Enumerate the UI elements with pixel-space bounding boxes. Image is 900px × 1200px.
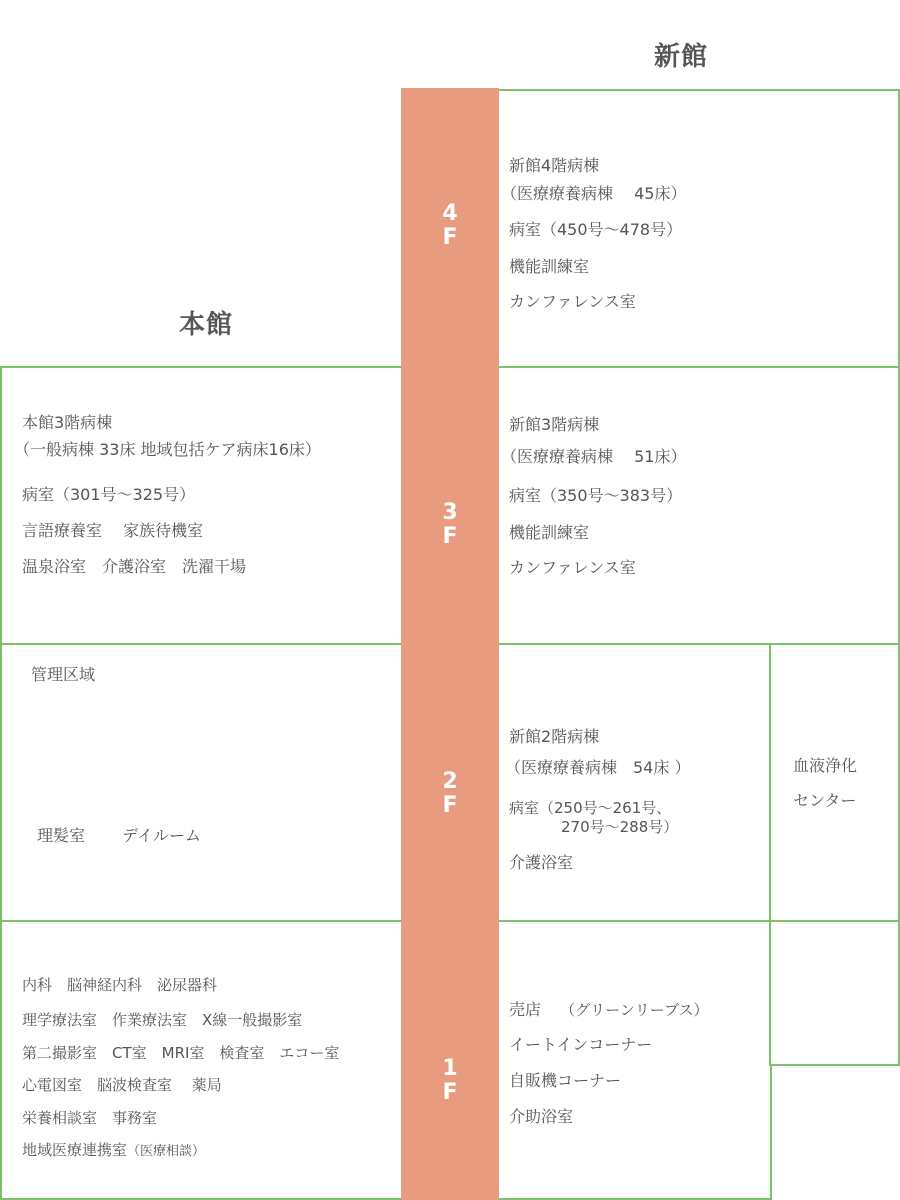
- main-3f-rooms: 病室（301号～325号）: [22, 485, 196, 504]
- dialysis-center-line2: センター: [793, 791, 857, 810]
- main-2f-box: [0, 643, 403, 923]
- new-1f-vending: 自販機コーナー: [509, 1071, 622, 1090]
- main-2f-managed-area: 管理区域: [31, 665, 96, 684]
- new-1f-shop-label: 売店: [509, 1000, 542, 1019]
- main-3f-line2: 温泉浴室 介護浴室 洗濯干場: [22, 557, 247, 576]
- main-1f-line6: [22, 1141, 205, 1161]
- main-1f-line3: 第二撮影室 CT室 MRI室 検査室 エコー室: [22, 1044, 340, 1062]
- main-1f-line6-sub: （医療相談）: [127, 1144, 206, 1159]
- new-building-title: 新館: [654, 42, 709, 72]
- new-1f-box: [497, 920, 772, 1200]
- main-3f-box: [0, 366, 403, 646]
- empty-1f-box: [769, 920, 900, 1066]
- new-2f-rooms-line2: 270号～288号）: [561, 818, 679, 836]
- main-2f-line1: 理髪室 デイルーム: [37, 826, 201, 845]
- main-3f-ward: 本館3階病棟: [22, 413, 113, 432]
- main-1f-line1: 内科 脳神経内科 泌尿器科: [22, 976, 218, 994]
- new-2f-ward: 新館2階病棟: [509, 727, 600, 746]
- new-3f-rooms: 病室（350号～383号）: [509, 486, 683, 505]
- new-4f-conference-room: カンファレンス室: [509, 292, 636, 311]
- new-1f-shop: [509, 1000, 708, 1020]
- main-1f-line5: 栄養相談室 事務室: [22, 1109, 158, 1127]
- main-1f-line6-main: 地域医療連携室: [22, 1141, 128, 1159]
- floor-4f-label: 4 F: [442, 201, 458, 250]
- new-3f-training-room: 機能訓練室: [509, 523, 590, 542]
- main-1f-line4: 心電図室 脳波検査室 薬局: [22, 1076, 222, 1094]
- floor-column: [401, 88, 499, 1200]
- floor-3f-label: 3 F: [442, 500, 458, 549]
- main-building-title: 本館: [179, 310, 234, 340]
- new-3f-ward-type: （医療療養病棟 51床）: [501, 447, 687, 466]
- new-2f-bath: 介護浴室: [509, 853, 574, 872]
- new-2f-ward-type: （医療療養病棟 54床 ）: [505, 758, 691, 777]
- dialysis-center-box: [769, 643, 900, 923]
- new-1f-bath: 介助浴室: [509, 1107, 574, 1126]
- new-2f-box: [497, 643, 772, 923]
- new-1f-eatin: イートインコーナー: [509, 1035, 653, 1054]
- main-1f-line2: 理学療法室 作業療法室 X線一般撮影室: [22, 1011, 303, 1029]
- new-2f-rooms-line1: 病室（250号～261号、: [509, 799, 672, 817]
- main-3f-ward-type: （一般病棟 33床 地域包括ケア病床16床）: [14, 440, 321, 459]
- main-3f-line1: 言語療養室 家族待機室: [22, 521, 204, 540]
- new-1f-shop-sub: （グリーンリーブス）: [560, 1001, 709, 1019]
- new-4f-training-room: 機能訓練室: [509, 257, 590, 276]
- new-4f-ward: 新館4階病棟: [509, 156, 600, 175]
- new-4f-rooms: 病室（450号～478号）: [509, 220, 683, 239]
- dialysis-center-line1: 血液浄化: [793, 756, 858, 775]
- new-3f-box: [497, 366, 900, 646]
- floor-1f-label: 1 F: [442, 1056, 458, 1105]
- new-3f-ward: 新館3階病棟: [509, 415, 600, 434]
- new-3f-conference-room: カンファレンス室: [509, 558, 636, 577]
- new-4f-ward-type: （医療療養病棟 45床）: [501, 184, 687, 203]
- floor-2f-label: 2 F: [442, 769, 458, 818]
